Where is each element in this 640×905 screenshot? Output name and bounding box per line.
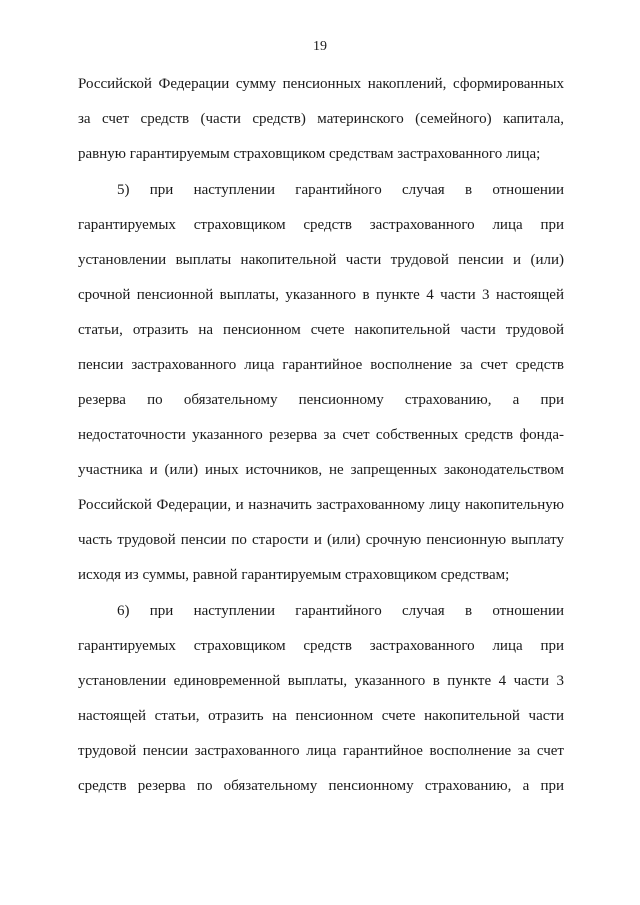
text-line: установлении единовременной выплаты, указанного в пункте 4 части 3: [78, 673, 564, 689]
text-line: недостаточности указанного резерва за счет собственных средств фонда-: [78, 427, 564, 443]
text-line: Российской Федерации, и назначить застрахованному лицу накопительную: [78, 497, 564, 513]
text-line: гарантируемых страховщиком средств застрахованного лица при: [78, 217, 564, 233]
text-line: Российской Федерации сумму пенсионных накоплений, сформированных: [78, 76, 564, 92]
text-line: установлении выплаты накопительной части трудовой пенсии и (или): [78, 252, 564, 268]
text-line: статьи, отразить на пенсионном счете накопительной части трудовой: [78, 322, 564, 338]
text-line: трудовой пенсии застрахованного лица гарантийное восполнение за счет: [78, 743, 564, 759]
page-number: 19: [313, 39, 327, 54]
text-line: средств резерва по обязательному пенсионному страхованию, а при: [78, 778, 564, 794]
text-line: исходя из суммы, равной гарантируемым страховщиком средствам;: [78, 567, 510, 583]
text-line: пенсии застрахованного лица гарантийное восполнение за счет средств: [78, 357, 564, 373]
text-line: настоящей статьи, отразить на пенсионном счете накопительной части: [78, 708, 564, 724]
text-line: за счет средств (части средств) материнского (семейного) капитала,: [78, 111, 564, 127]
text-line: равную гарантируемым страховщиком средствам застрахованного лица;: [78, 146, 541, 162]
text-line: часть трудовой пенсии по старости и (или) срочную пенсионную выплату: [78, 532, 564, 548]
paragraph-5-start: 5) при наступлении гарантийного случая в отношении: [117, 182, 564, 198]
text-line: участника и (или) иных источников, не запрещенных законодательством: [78, 462, 564, 478]
text-line: гарантируемых страховщиком средств застрахованного лица при: [78, 638, 564, 654]
text-line: резерва по обязательному пенсионному страхованию, а при: [78, 392, 564, 408]
text-line: срочной пенсионной выплаты, указанного в пункте 4 части 3 настоящей: [78, 287, 564, 303]
paragraph-6-start: 6) при наступлении гарантийного случая в отношении: [117, 603, 564, 619]
